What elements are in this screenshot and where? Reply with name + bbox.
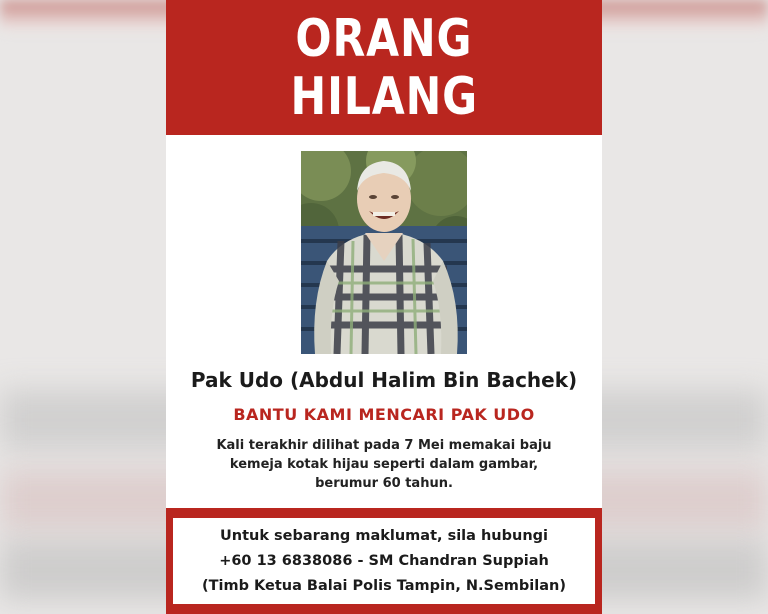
poster-header <box>166 0 602 135</box>
contact-box <box>173 518 595 604</box>
missing-person-photo <box>301 151 467 354</box>
contact-instruction: Untuk sebarang maklumat, sila hubungi <box>220 527 548 544</box>
appeal-heading: BANTU KAMI MENCARI PAK UDO <box>233 405 535 424</box>
missing-person-poster <box>166 0 602 614</box>
last-seen-description: Kali terakhir dilihat pada 7 Mei memakai baju kemeja kotak hijau seperti dalam gambar, berumur 60 tahun. <box>216 438 552 491</box>
title-line-1: ORANG <box>295 8 473 69</box>
person-name: Pak Udo (Abdul Halim Bin Bachek) <box>190 368 578 392</box>
title-line-2: HILANG <box>290 66 478 127</box>
contact-phone: +60 13 6838086 - SM Chandran Suppiah <box>219 552 549 569</box>
contact-footer <box>166 508 602 614</box>
contact-role: (Timb Ketua Balai Polis Tampin, N.Sembilan) <box>202 577 566 594</box>
